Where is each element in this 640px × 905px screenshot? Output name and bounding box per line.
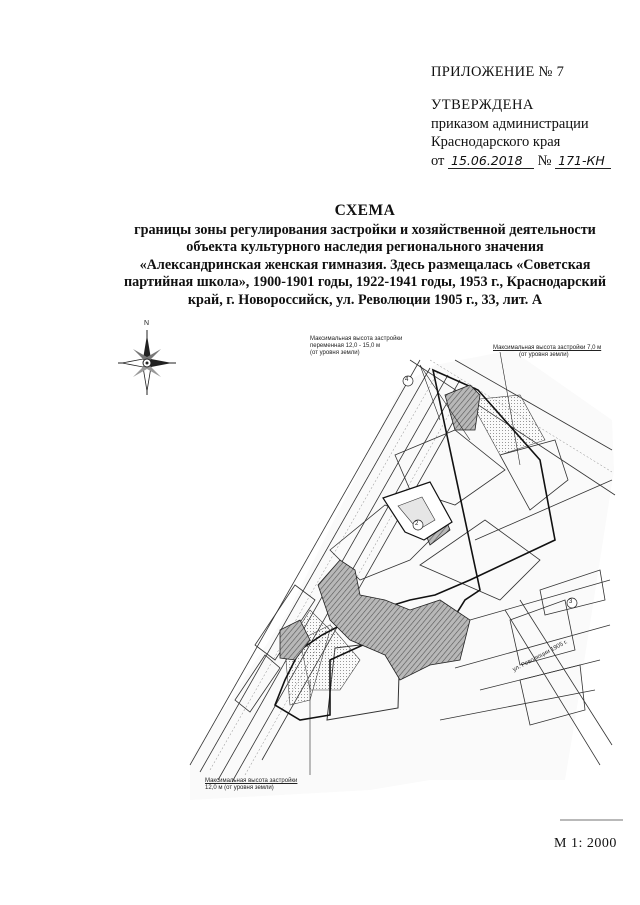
- label-max-height-top-left: Максимальная высота застройки переменная 12,0 - 15,0 м (от уровня земли): [310, 336, 403, 356]
- parcel-number-2: 2: [415, 521, 419, 527]
- title-line-2: объекта культурного наследия регионального значения: [186, 239, 544, 256]
- order-line-2: Краснодарского края: [431, 134, 561, 150]
- parcel-number-3: 3: [569, 599, 573, 605]
- title-line-1: границы зоны регулирования застройки и хозяйственной деятельности: [134, 221, 596, 238]
- order-date-handwritten: 15.06.2018: [448, 153, 534, 169]
- compass-north-label: N: [144, 320, 150, 327]
- order-line-1: приказом администрации: [431, 116, 589, 132]
- street-label: ул. Революции 1905 г.: [512, 639, 569, 674]
- document-title: СХЕМА: [334, 202, 396, 219]
- approved-label: УТВЕРЖДЕНА: [431, 97, 534, 113]
- parcel-number-4: 4: [405, 377, 409, 383]
- order-number-label: №: [537, 153, 552, 169]
- map-base: [190, 350, 615, 800]
- order-number-handwritten: 171-КН: [555, 153, 611, 169]
- title-line-3: «Александринская женская гимназия. Здесь размещалась «Советская: [139, 256, 591, 273]
- map-scale: М 1: 2000: [554, 836, 617, 851]
- appendix-number: ПРИЛОЖЕНИЕ № 7: [431, 64, 565, 80]
- title-line-5: край, г. Новороссийск, ул. Революции 1905 г., 33, лит. А: [187, 291, 543, 308]
- label-max-height-top-right: Максимальная высота застройки 7,0 м (от уровня земли): [493, 345, 602, 358]
- label-max-height-bottom-left: Максимальная высота застройки 12,0 м (от уровня земли): [205, 778, 298, 791]
- title-line-4: партийная школа», 1900-1901 годы, 1922-1941 годы, 1953 г., Краснодарский: [124, 274, 606, 291]
- compass-rose: [118, 330, 176, 395]
- order-from-label: от: [431, 153, 445, 169]
